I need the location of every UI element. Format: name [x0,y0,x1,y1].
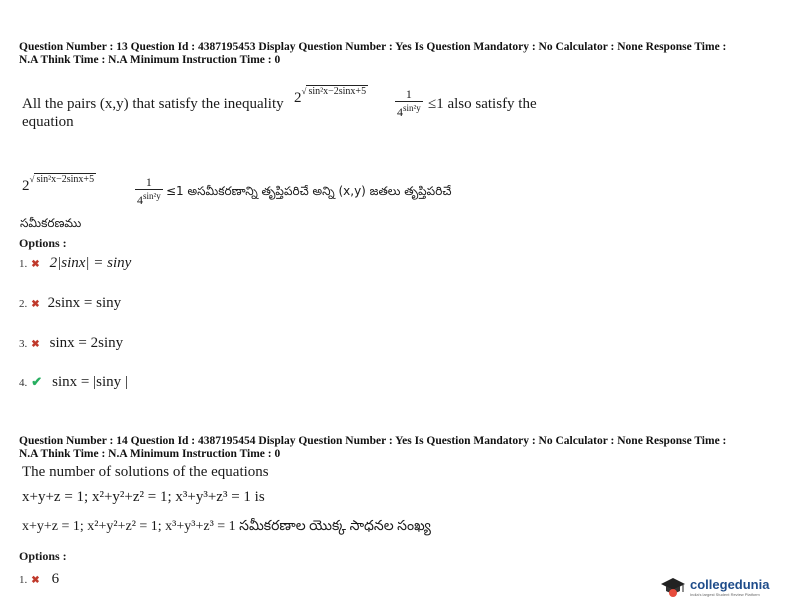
te-frac-den-base: 4 [137,193,143,207]
option-text: 2sinx = siny [47,295,122,311]
option-number: 2. [19,298,28,310]
q13-option-2[interactable] [19,294,121,312]
q14-options-label: Options : [19,549,67,563]
q14-option-1[interactable] [19,570,59,588]
wrong-mark-icon: ✖ [31,575,40,586]
q13-telugu-fraction [135,176,163,207]
q13-fraction [395,88,423,119]
brand-name: collegedunia [690,577,770,592]
te-exp-base: 2 [22,178,30,194]
q14-equation-english: x+y+z = 1; x²+y²+z² = 1; x³+y³+z³ = 1 is [22,489,265,505]
q13-text-line2: equation [22,114,74,130]
wrong-mark-icon: ✖ [31,259,40,270]
q13-option-3[interactable] [19,334,123,352]
option-text: 2|sinx| = siny [49,255,132,271]
graduation-cap-icon [660,576,686,598]
q13-meta-line1: Question Number : 13 Question Id : 4387195453 Display Question Number : Yes Is Question Mandatory : No Calculator : None Response Time : [19,41,727,53]
frac-den-exp: sin²y [403,103,421,113]
correct-mark-icon: ✔ [31,374,43,389]
wrong-mark-icon: ✖ [31,299,40,310]
q13-text-before: All the pairs (x,y) that satisfy the inequality [22,96,284,112]
te-exp-radicand: sin²x−2sinx+5 [36,174,95,185]
q13-option-4[interactable] [19,373,128,391]
wrong-mark-icon: ✖ [31,339,40,350]
q13-telugu-expression: 2√ sin²x−2sinx+5 [22,174,95,194]
exp-base: 2 [294,90,302,106]
frac-num: 1 [395,88,423,102]
option-number: 3. [19,338,28,350]
q13-telugu-line2: సమీకరణము [20,216,82,230]
option-text: 6 [51,571,60,587]
q13-option-1[interactable] [19,254,131,272]
q13-meta-line2: N.A Think Time : N.A Minimum Instruction Time : 0 [19,54,281,66]
exp-radicand: sin²x−2sinx+5 [308,86,367,97]
brand-tagline: India's largest Student Review Platform [690,592,760,597]
q14-meta-line2: N.A Think Time : N.A Minimum Instruction Time : 0 [19,448,281,460]
option-text: sinx = |siny | [52,374,128,390]
te-frac-num: 1 [135,176,163,190]
option-text: sinx = 2siny [49,335,124,351]
option-number: 4. [19,377,28,389]
q13-options-label: Options : [19,236,67,250]
q14-meta-line1: Question Number : 14 Question Id : 4387195454 Display Question Number : Yes Is Question Mandatory : No Calculator : None Response Time : [19,435,727,447]
q14-equation-telugu: x+y+z = 1; x²+y²+z² = 1; x³+y³+z³ = 1 సమీకరణాల యొక్క సాధనల సంఖ్య [22,519,431,534]
q13-inequality-expression: 2√ sin²x−2sinx+5 [294,86,367,106]
frac-den-base: 4 [397,105,403,119]
q14-text-line1: The number of solutions of the equations [22,464,269,480]
collegedunia-watermark [660,576,769,598]
te-frac-den-exp: sin²y [143,191,161,201]
option-number: 1. [19,258,28,270]
option-number: 1. [19,574,28,586]
q13-text-after: ≤1 also satisfy the [428,96,537,112]
q13-telugu-line1: ≤1 అసమీకరణాన్ని తృప్తిపరిచే అన్ని (x,y) జతలు తృప్తిపరిచే [166,184,452,198]
